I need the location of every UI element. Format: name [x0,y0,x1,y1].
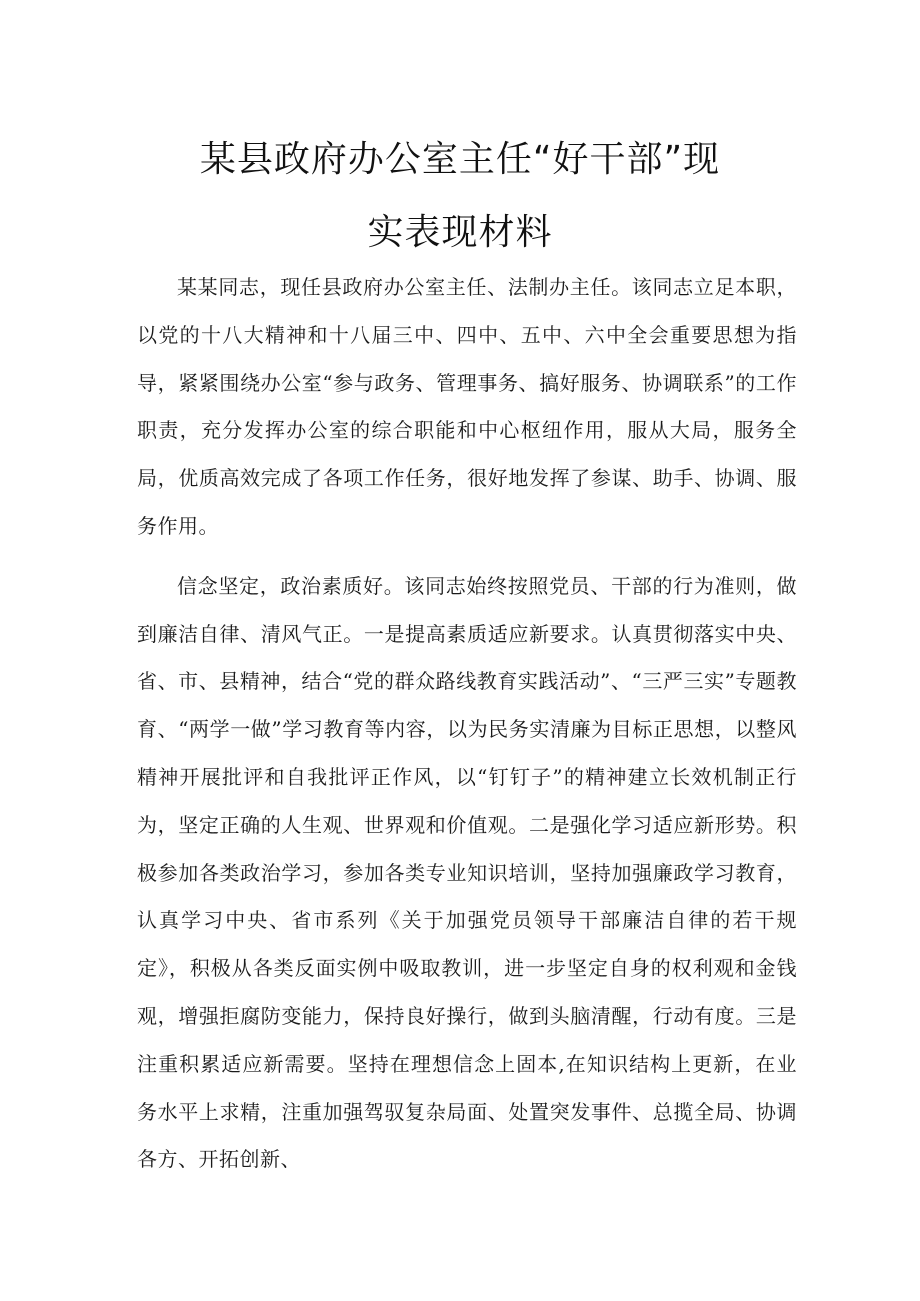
paragraph-1: 某某同志，现任县政府办公室主任、法制办主任。该同志立足本职，以党的十八大精神和十八届三中、四中、五中、六中全会重要思想为指导，紧紧围绕办公室“参与政务、管理事务、搞好服务、协调联系”的工作职责，充分发挥办公室的综合职能和中心枢纽作用，服从大局，服务全局，优质高效完成了各项工作任务，很好地发挥了参谋、助手、协调、服务作用。 [137,275,797,538]
paragraph-2: 信念坚定，政治素质好。该同志始终按照党员、干部的行为准则，做到廉洁自律、清风气正。一是提高素质适应新要求。认真贯彻落实中央、省、市、县精神，结合“党的群众路线教育实践活动”、“三严三实”专题教育、“两学一做”学习教育等内容，以为民务实清廉为目标正思想，以整风精神开展批评和自我批评正作风，以“钉钉子”的精神建立长效机制正行为，坚定正确的人生观、世界观和价值观。二是强化学习适应新形势。积极参加各类政治学习，参加各类专业知识培训，坚持加强廉政学习教育，认真学习中央、省市系列《关于加强党员领导干部廉洁自律的若干规定》，积极从各类反面实例中吸取教训，进一步坚定自身的权利观和金钱观，增强拒腐防变能力，保持良好操行，做到头脑清醒，行动有度。三是注重积累适应新需要。坚持在理想信念上固本,在知识结构上更新，在业务水平上求精，注重加强驾驭复杂局面、处置突发事件、总揽全局、协调各方、开拓创新、 [137,573,797,1172]
document-title-line-1: 某县政府办公室主任“好干部”现 [199,139,721,180]
document-title-line-2: 实表现材料 [367,212,553,253]
document-body [137,264,797,1184]
